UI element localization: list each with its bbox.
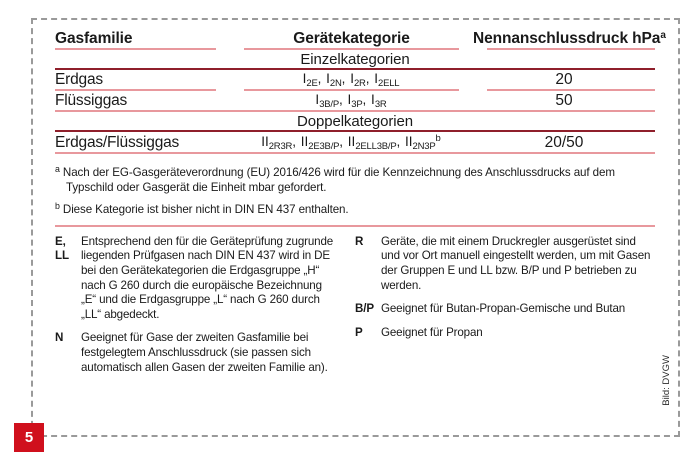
- table-row: [55, 133, 655, 152]
- rule-segment-col2: [230, 48, 473, 51]
- category-base: I: [326, 71, 330, 86]
- rule-full-light-2: [55, 152, 655, 155]
- rule-under-row-2: [55, 152, 655, 155]
- legend-key-ll: LL: [55, 249, 69, 263]
- header-footnote-marker-a: a: [660, 30, 666, 41]
- category-sub: 2ELL3B/P: [355, 141, 397, 152]
- legend-divider: [55, 225, 655, 227]
- header-nennanschlussdruck: [473, 30, 666, 48]
- category-chip: [350, 71, 370, 89]
- category-footnote-marker-b: b: [435, 133, 441, 144]
- category-sep: ,: [292, 134, 296, 149]
- table-row: [55, 92, 655, 110]
- category-sub: 2R: [353, 78, 366, 89]
- category-sep: ,: [339, 134, 344, 149]
- band-row-einzelkategorien: [55, 51, 655, 68]
- category-base: II: [300, 134, 309, 149]
- legend-item-p: [355, 326, 655, 341]
- category-base: I: [302, 71, 307, 86]
- figure-content: [55, 30, 666, 384]
- header-geraetekategorie: Gerätekategorie: [293, 30, 410, 47]
- cell-pressure-2: 20/50: [544, 133, 584, 151]
- footnote-marker-b: b: [55, 201, 60, 212]
- category-base: II: [261, 134, 269, 149]
- category-base: I: [371, 92, 375, 107]
- header-nennanschlussdruck-text: Nennanschlussdruck hPa: [473, 30, 661, 47]
- legend-key-e-ll: [55, 235, 81, 323]
- legend-key-e: E,: [55, 234, 66, 248]
- image-credit: Bild: DVGW: [661, 355, 672, 406]
- cell-family-2: Erdgas/Flüssiggas: [55, 133, 180, 151]
- footnote-marker-a: a: [55, 164, 60, 174]
- category-sub: 2N: [329, 78, 342, 89]
- category-sub: 2ELL: [378, 78, 400, 89]
- category-sub: 3B/P: [319, 99, 339, 110]
- rule-segment-col2: [230, 89, 473, 92]
- legend-block: [55, 235, 655, 384]
- legend-text-bp: Geeignet für Butan-Propan-Gemische und Butan: [381, 302, 626, 316]
- header-gasfamilie: Gasfamilie: [55, 30, 133, 47]
- category-chip: [315, 92, 343, 110]
- footnote-a-text: Nach der EG-Gasgeräteverordnung (EU) 2016/426 wird für die Kennzeichnung des Anschlussdrucks auf dem Typschild oder Gasgerät die Einheit mbar gefordert.: [62, 166, 615, 195]
- category-chip: [300, 134, 344, 152]
- category-base: I: [350, 71, 354, 86]
- footnotes-block: [55, 164, 655, 217]
- legend-text-e-ll: Entsprechend den für die Geräteprüfung zugrunde liegenden Prüfgasen nach DIN EN 437 wird in DE bei den Gerätekategorien die Erdgasgruppe „H“ nach G 260 durch die europäische Bezeichnung „E“ und die Erdgasgruppe „L“ nach G 260 durch „LL“ abgedeckt.: [81, 234, 334, 321]
- rule-full-light-1: [55, 110, 655, 113]
- table-row: [55, 71, 655, 89]
- legend-text-p: Geeignet für Propan: [381, 325, 483, 339]
- legend-key-p: P: [355, 325, 363, 339]
- category-chip: [405, 133, 441, 152]
- legend-key-r: R: [355, 234, 364, 248]
- category-base: I: [374, 71, 378, 86]
- rule-segment-col3: [473, 48, 655, 51]
- table-header-row: [55, 30, 655, 48]
- legend-text-r: Geräte, die mit einem Druckregler ausgerüstet sind und vor Ort manuell eingestellt werden, um mit Gasen der Gruppen E und LL bzw. B/P und P betrieben zu werden.: [381, 234, 651, 292]
- cell-categories-2: [230, 133, 473, 152]
- category-sep: ,: [396, 134, 401, 149]
- category-base: II: [405, 134, 413, 149]
- category-sub: 2E3B/P: [308, 141, 340, 152]
- category-chip: [326, 71, 346, 89]
- rule-segment-col3: [473, 89, 655, 92]
- cell-pressure-1: 50: [555, 92, 573, 109]
- rule-segment-col1: [55, 89, 230, 92]
- category-base: I: [315, 92, 320, 107]
- band-label-doppelkategorien: Doppelkategorien: [297, 113, 413, 130]
- rule-under-row-0: [55, 89, 655, 92]
- category-sep: ,: [365, 71, 370, 86]
- category-base: I: [347, 92, 352, 107]
- legend-column-left: [55, 235, 337, 384]
- footnote-a: [55, 164, 655, 195]
- category-chip: [302, 71, 322, 89]
- band-label-einzelkategorien: Einzelkategorien: [300, 51, 410, 68]
- category-sep: ,: [341, 71, 346, 86]
- category-sub: 2N3P: [412, 141, 436, 152]
- legend-item-r: [355, 235, 655, 293]
- cell-categories-0: [230, 71, 473, 89]
- legend-key-bp: B/P: [355, 302, 375, 316]
- legend-item-e-ll: [55, 235, 337, 323]
- cell-family-1: Flüssiggas: [55, 92, 128, 109]
- rule-under-row-1: [55, 110, 655, 113]
- gas-category-table: [55, 30, 666, 155]
- category-sep: ,: [362, 92, 367, 107]
- rule-segment-col1: [55, 48, 230, 51]
- category-sep: ,: [317, 71, 322, 86]
- legend-item-n: [55, 331, 337, 375]
- footnote-b: [55, 201, 655, 217]
- band-row-doppelkategorien: [55, 113, 655, 130]
- cell-pressure-0: 20: [555, 71, 573, 88]
- cell-categories-1: [230, 92, 473, 110]
- category-sub: 2E: [306, 78, 318, 89]
- category-chip: [347, 134, 401, 152]
- legend-column-right: [355, 235, 655, 384]
- category-chip: [347, 92, 367, 110]
- legend-text-n: Geeignet für Gase der zweiten Gasfamilie bei festgelegtem Anschlussdruck (sie passen sich automatisch allen Gasen der zweiten Familie an).: [81, 331, 328, 374]
- category-sub: 2R3R: [268, 141, 293, 152]
- category-chip: [374, 71, 400, 89]
- rule-full-dark-1: [55, 68, 655, 71]
- rule-under-doppelkategorien: [55, 130, 655, 133]
- cell-family-0: Erdgas: [55, 71, 103, 88]
- category-sub: 3P: [351, 99, 363, 110]
- legend-key-n: N: [55, 331, 64, 345]
- category-sub: 3R: [374, 99, 387, 110]
- rule-full-dark-2: [55, 130, 655, 133]
- category-chip: [261, 134, 296, 152]
- legend-item-bp: [355, 302, 655, 317]
- category-chip: [371, 92, 387, 110]
- footnote-b-text: Diese Kategorie ist bisher nicht in DIN EN 437 enthalten.: [62, 203, 349, 217]
- category-base: II: [347, 134, 356, 149]
- figure-number-badge: 5: [14, 423, 44, 452]
- category-sep: ,: [338, 92, 343, 107]
- rule-under-header: [55, 48, 655, 51]
- rule-under-einzelkategorien: [55, 68, 655, 71]
